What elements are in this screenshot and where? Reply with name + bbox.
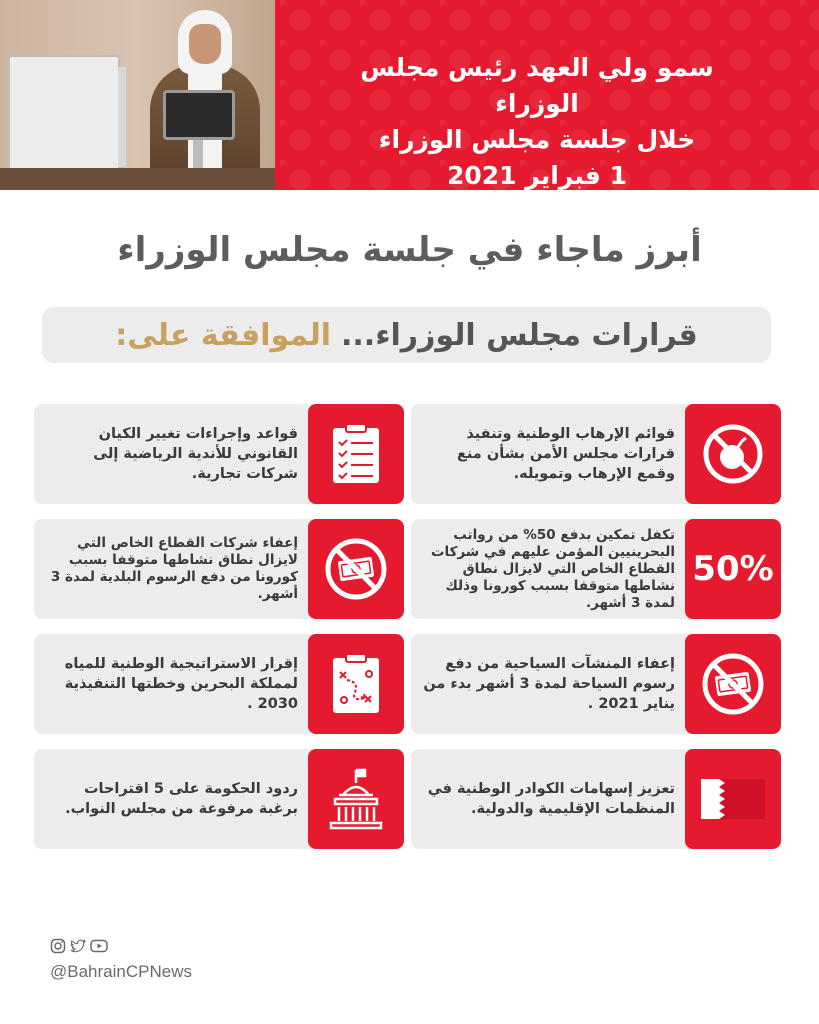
percent-label: 50% [692,549,774,589]
approval-label: الموافقة على: [115,317,331,353]
no-bomb-icon [702,423,764,485]
header-line-2: خلال جلسة مجلس الوزراء [378,125,696,154]
no-money-icon [701,652,765,716]
social-handle[interactable]: @BahrainCPNews [50,962,192,981]
decision-card [34,634,404,734]
decision-card [411,519,781,619]
card-text: تكفل تمكين بدفع 50% من رواتب البحرينيين المؤمن عليهم في شركات القطاع الخاص التي لايزال نطاق نشاطها متوقفا بسبب كورونا وذلك لمدة 3 أشهر. [430,526,675,611]
card-text: ردود الحكومة على 5 اقتراحات برغبة مرفوعة من مجلس النواب. [65,781,298,817]
decisions-label: قرارات مجلس الوزراء... [341,317,698,353]
youtube-icon[interactable] [90,938,108,958]
social-icons [50,938,108,958]
no-money-icon [324,537,388,601]
page-title: أبرز ماجاء في جلسة مجلس الوزراء [117,230,702,270]
instagram-icon[interactable] [50,938,66,958]
twitter-icon[interactable] [70,938,86,958]
decision-card [411,749,781,849]
card-text: إعفاء المنشآت السياحية من دفع رسوم السياحة لمدة 3 أشهر بدء من يناير 2021 . [423,656,675,712]
card-text: قواعد وإجراءات تغيير الكيان القانوني للأندية الرياضية إلى شركات تجارية. [93,426,298,482]
header-banner [0,0,819,190]
card-text: إعفاء شركات القطاع الخاص التي لايزال نطاق نشاطها متوقفا بسبب كورونا من دفع الرسوم البلدية لمدة 3 أشهر. [50,535,298,602]
crown-prince-photo [0,0,275,190]
header-line-1: سمو ولي العهد رئيس مجلس الوزراء [360,53,714,118]
card-text: قوائم الإرهاب الوطنية وتنفيذ قرارات مجلس الأمن بشأن منع وقمع الإرهاب وتمويله. [456,426,675,482]
decision-card [34,749,404,849]
parliament-building-icon [323,767,389,831]
bahrain-flag-icon [701,779,765,819]
decision-card [34,404,404,504]
card-text: تعزيز إسهامات الكوادر الوطنية في المنظمات الإقليمية والدولية. [427,781,675,817]
strategy-board-icon [329,652,383,716]
decisions-banner [42,307,771,363]
decision-card [411,404,781,504]
header-text [317,50,757,190]
checklist-clipboard-icon [329,422,383,486]
decision-card [34,519,404,619]
card-text: إقرار الاستراتيجية الوطنية للمياه لمملكة البحرين وخطتها التنفيذية 2030 . [64,656,298,712]
decision-card [411,634,781,734]
header-line-3: 1 فبراير 2021 [446,161,628,190]
